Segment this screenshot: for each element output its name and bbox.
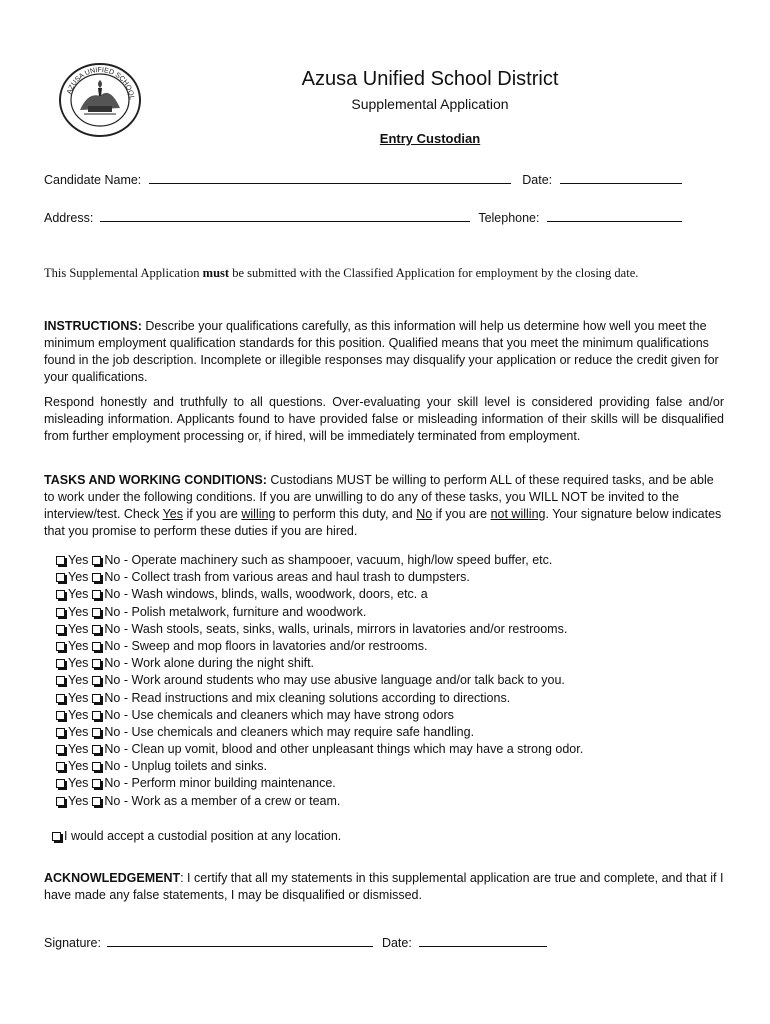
position-title: Entry Custodian [379, 131, 481, 146]
yes-label: Yes [68, 742, 89, 757]
instructions-paragraph: INSTRUCTIONS: Describe your qualifications carefully, as this information will help us determine how well you meet the minimum employment qualification standards for this position. Qualified means that you meet the minimum qualifications found in the job description. Incomplete or illegible responses may disqualify your application or reduce the credit given for your qualifications. [44, 319, 719, 384]
no-checkbox[interactable] [92, 711, 101, 720]
page-title: Azusa Unified School District [301, 68, 559, 90]
no-label: No [104, 759, 121, 774]
yes-label: Yes [68, 570, 89, 585]
task-text: - Sweep and mop floors in lavatories and/or restrooms. [123, 638, 428, 653]
yes-checkbox[interactable] [56, 556, 65, 565]
no-checkbox[interactable] [92, 728, 101, 737]
task-item [56, 621, 736, 638]
signature-date-label: Date: [381, 936, 412, 950]
yes-checkbox[interactable] [56, 573, 65, 582]
district-seal-logo [58, 62, 142, 138]
yes-label: Yes [68, 638, 89, 653]
yes-checkbox[interactable] [56, 625, 65, 634]
task-item [56, 672, 736, 689]
yes-checkbox[interactable] [56, 694, 65, 703]
no-label: No [104, 742, 121, 757]
task-item [56, 638, 736, 655]
yes-label: Yes [68, 587, 89, 602]
no-checkbox[interactable] [92, 556, 101, 565]
conditions-paragraph: TASKS AND WORKING CONDITIONS: Custodians MUST be willing to perform ALL of these required tasks, and be able to work under the following conditions. If you are unwilling to do any of these tasks, you WILL NOT be invited to the interview/test. Check Yes if you are willing to perform this duty, and No if you are not willing. Your signature below indicates that you promise to perform these duties if you are hired. [44, 473, 722, 538]
location-row [52, 829, 341, 843]
task-text: - Use chemicals and cleaners which may require safe handling. [123, 724, 475, 739]
signature-field[interactable] [107, 945, 373, 947]
yes-checkbox[interactable] [56, 711, 65, 720]
no-checkbox[interactable] [92, 694, 101, 703]
signature-label: Signature: [44, 936, 101, 950]
yes-label: Yes [68, 707, 89, 722]
no-checkbox[interactable] [92, 745, 101, 754]
page-subtitle: Supplemental Application [351, 96, 509, 112]
task-item [56, 569, 736, 586]
no-label: No [104, 570, 121, 585]
yes-label: Yes [68, 690, 89, 705]
yes-checkbox[interactable] [56, 590, 65, 599]
seal-text: AZUSA UNIFIED SCHOOL [66, 66, 135, 101]
yes-checkbox[interactable] [56, 676, 65, 685]
task-text: - Collect trash from various areas and haul trash to dumpsters. [123, 570, 470, 585]
telephone-field[interactable] [547, 220, 682, 222]
address-field[interactable] [100, 220, 470, 222]
acknowledgement-paragraph: ACKNOWLEDGEMENT: I certify that all my statements in this supplemental application are true and complete, and that if I have made any false statements, I may be disqualified or dismissed. [44, 871, 724, 902]
candidate-name-field[interactable] [149, 182, 511, 184]
signature-row [44, 936, 547, 950]
no-checkbox[interactable] [92, 642, 101, 651]
no-checkbox[interactable] [92, 625, 101, 634]
yes-checkbox[interactable] [56, 642, 65, 651]
no-label: No [104, 553, 121, 567]
no-label: No [104, 656, 121, 671]
yes-label: Yes [68, 604, 89, 619]
no-checkbox[interactable] [92, 797, 101, 806]
yes-label: Yes [68, 759, 89, 774]
task-item [56, 793, 736, 810]
yes-label: Yes [68, 776, 89, 791]
task-item [56, 741, 736, 758]
yes-checkbox[interactable] [56, 762, 65, 771]
yes-label: Yes [68, 656, 89, 671]
no-label: No [104, 638, 121, 653]
task-item [56, 655, 736, 672]
location-text: I would accept a custodial position at any location. [64, 829, 342, 843]
intro-paragraph: This Supplemental Application must be submitted with the Classified Application for employment by the closing date. [44, 266, 639, 280]
no-checkbox[interactable] [92, 676, 101, 685]
date-field[interactable] [560, 182, 682, 184]
no-label: No [104, 690, 121, 705]
task-text: - Wash windows, blinds, walls, woodwork, doors, etc. a [123, 587, 428, 602]
yes-checkbox[interactable] [56, 779, 65, 788]
task-text: - Polish metalwork, furniture and woodwork. [123, 604, 367, 619]
yes-label: Yes [68, 673, 89, 688]
no-label: No [104, 793, 121, 808]
no-label: No [104, 673, 121, 688]
task-item [56, 758, 736, 775]
telephone-label: Telephone: [478, 211, 540, 225]
signature-date-field[interactable] [419, 945, 547, 947]
yes-label: Yes [68, 553, 89, 567]
yes-checkbox[interactable] [56, 745, 65, 754]
candidate-name-label: Candidate Name: [44, 173, 142, 187]
task-item [56, 690, 736, 707]
location-checkbox[interactable] [52, 832, 61, 841]
yes-label: Yes [68, 724, 89, 739]
task-text: - Read instructions and mix cleaning solutions according to directions. [123, 690, 511, 705]
task-text: - Clean up vomit, blood and other unpleasant things which may have a strong odor. [123, 742, 584, 757]
no-checkbox[interactable] [92, 608, 101, 617]
no-checkbox[interactable] [92, 659, 101, 668]
no-label: No [104, 776, 121, 791]
no-checkbox[interactable] [92, 779, 101, 788]
task-item [56, 724, 736, 741]
task-text: - Work as a member of a crew or team. [123, 793, 341, 808]
task-text: - Use chemicals and cleaners which may have strong odors [123, 707, 454, 722]
task-text: - Wash stools, seats, sinks, walls, urinals, mirrors in lavatories and/or restrooms. [123, 621, 568, 636]
yes-checkbox[interactable] [56, 797, 65, 806]
yes-label: Yes [68, 621, 89, 636]
date-label: Date: [522, 173, 553, 187]
task-item [56, 775, 736, 792]
task-text: - Work around students who may use abusive language and/or talk back to you. [123, 673, 565, 688]
no-label: No [104, 707, 121, 722]
task-checklist [56, 552, 736, 810]
task-text: - Work alone during the night shift. [123, 656, 315, 671]
honesty-paragraph: Respond honestly and truthfully to all questions. Over-evaluating your skill level is considered providing false and/or misleading information. Applicants found to have provided false or misleading information of their skills will be disqualified from further employment processing or, if hired, will be immediately terminated from employment. [44, 395, 724, 443]
no-checkbox[interactable] [92, 573, 101, 582]
yes-checkbox[interactable] [56, 659, 65, 668]
no-label: No [104, 604, 121, 619]
no-label: No [104, 587, 121, 602]
task-item [56, 552, 736, 569]
yes-label: Yes [68, 793, 89, 808]
task-text: - Operate machinery such as shampooer, vacuum, high/low speed buffer, etc. [123, 553, 553, 567]
yes-checkbox[interactable] [56, 728, 65, 737]
task-item [56, 586, 736, 603]
task-item [56, 604, 736, 621]
no-checkbox[interactable] [92, 590, 101, 599]
task-text: - Unplug toilets and sinks. [123, 759, 268, 774]
yes-checkbox[interactable] [56, 608, 65, 617]
no-label: No [104, 621, 121, 636]
candidate-row [44, 173, 682, 187]
task-item [56, 707, 736, 724]
address-row [44, 211, 682, 225]
no-checkbox[interactable] [92, 762, 101, 771]
task-text: - Perform minor building maintenance. [123, 776, 336, 791]
address-label: Address: [44, 211, 94, 225]
no-label: No [104, 724, 121, 739]
